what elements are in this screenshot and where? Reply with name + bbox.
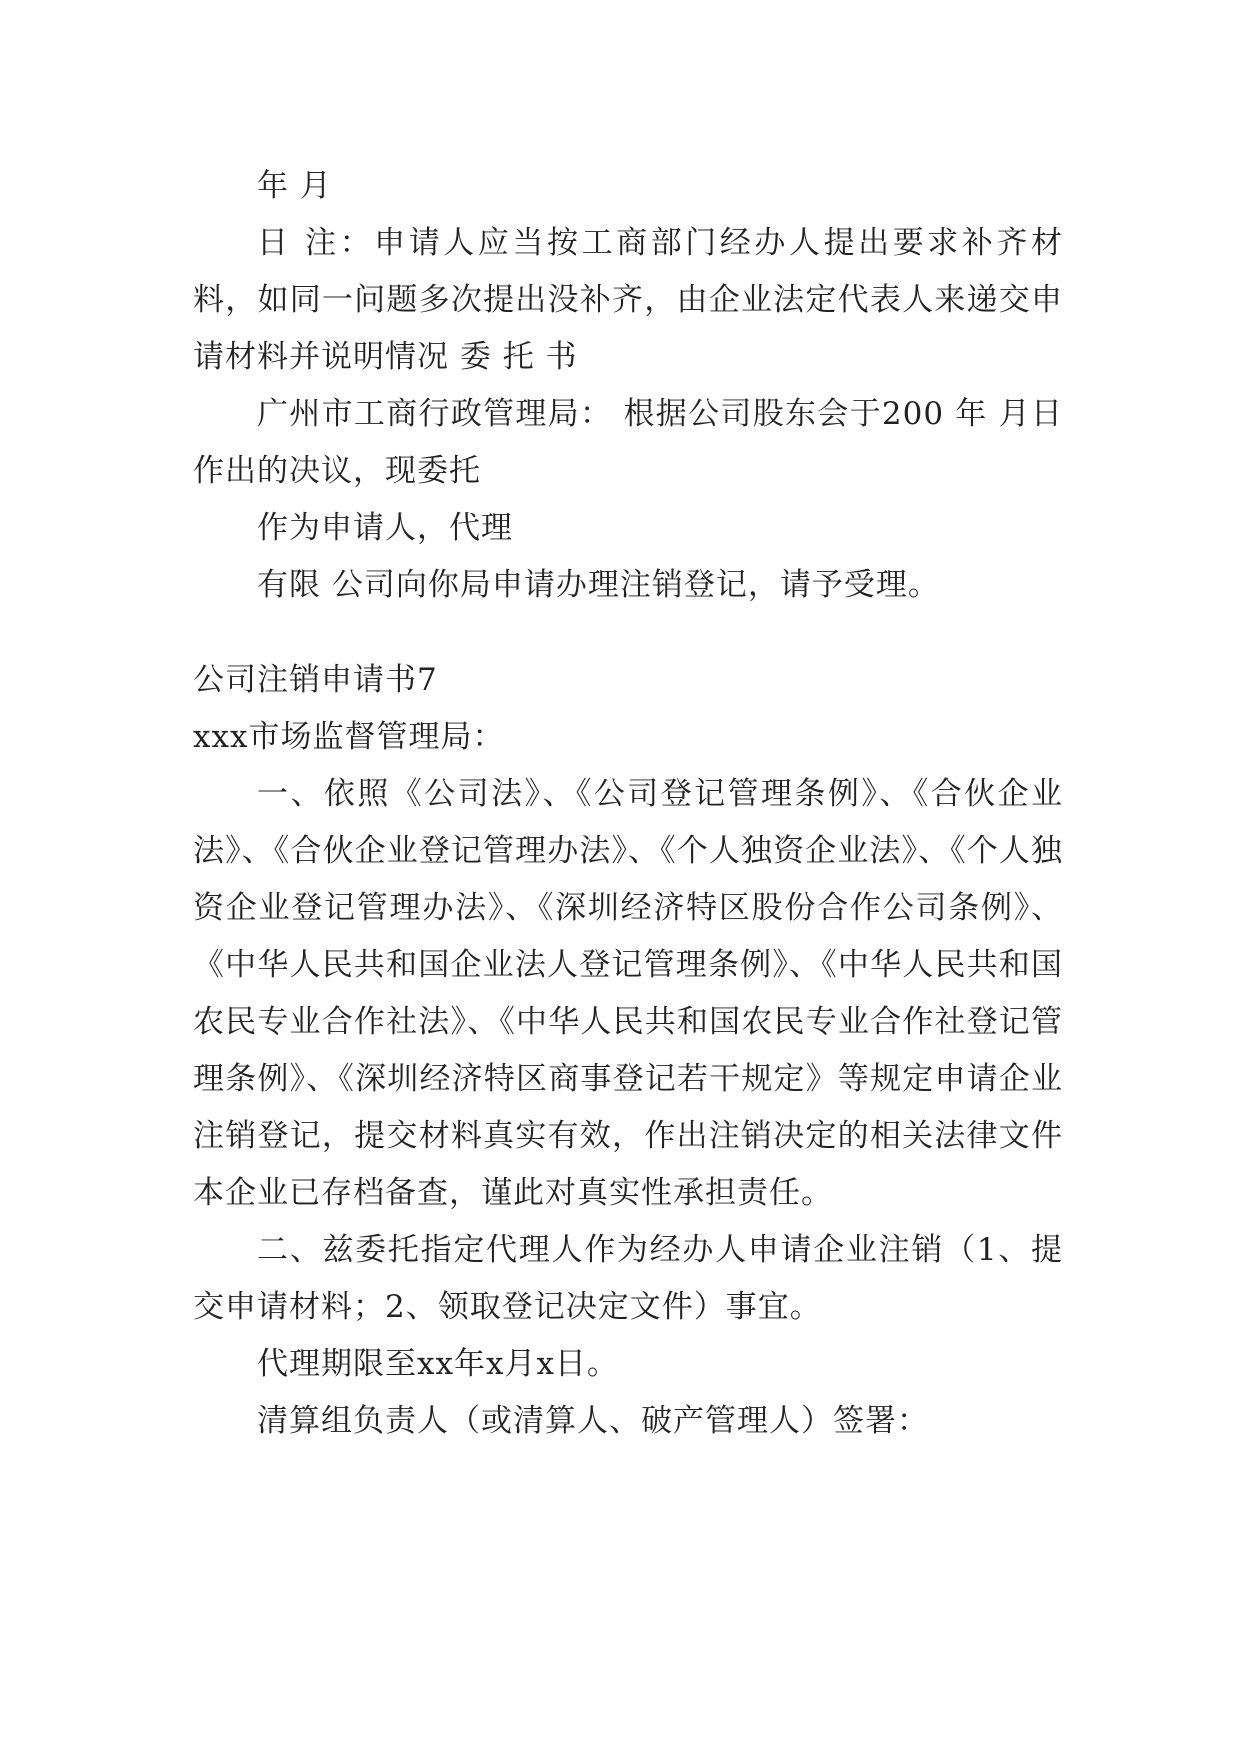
agent-paragraph: 二、兹委托指定代理人作为经办人申请企业注销（1、提交申请材料；2、领取登记决定文件）事宜。 bbox=[193, 1232, 1063, 1325]
addressee-line: xxx市场监督管理局： bbox=[193, 719, 505, 755]
term-line: 代理期限至xx年x月x日。 bbox=[257, 1346, 619, 1382]
document-body bbox=[193, 158, 1063, 1450]
authorization-paragraph: 广州市工商行政管理局： 根据公司股东会于200 年 月日作出的决议，现委托 bbox=[193, 396, 1063, 489]
section-gap bbox=[193, 614, 1063, 652]
request-line: 有限 公司向你局申请办理注销登记，请予受理。 bbox=[257, 567, 940, 603]
section-title: 公司注销申请书7 bbox=[193, 662, 438, 698]
applicant-line: 作为申请人，代理 bbox=[257, 510, 513, 546]
date-line: 年 月 bbox=[257, 168, 332, 204]
note-paragraph: 日 注：申请人应当按工商部门经办人提出要求补齐材料，如同一问题多次提出没补齐，由企业法定代表人来递交申请材料并说明情况 委 托 书 bbox=[193, 225, 1063, 375]
legal-basis-paragraph: 一、依照《公司法》、《公司登记管理条例》、《合伙企业法》、《合伙企业登记管理办法》、《个人独资企业法》、《个人独资企业登记管理办法》、《深圳经济特区股份合作公司条例》、《中华人民共和国企业法人登记管理条例》、《中华人民共和国农民专业合作社法》、《中华人民共和国农民专业合作社登记管理条例》、《深圳经济特区商事登记若干规定》等规定申请企业注销登记，提交材料真实有效，作出注销决定的相关法律文件本企业已存档备查，谨此对真实性承担责任。 bbox=[193, 776, 1063, 1211]
signature-line: 清算组负责人（或清算人、破产管理人）签署： bbox=[257, 1403, 929, 1439]
